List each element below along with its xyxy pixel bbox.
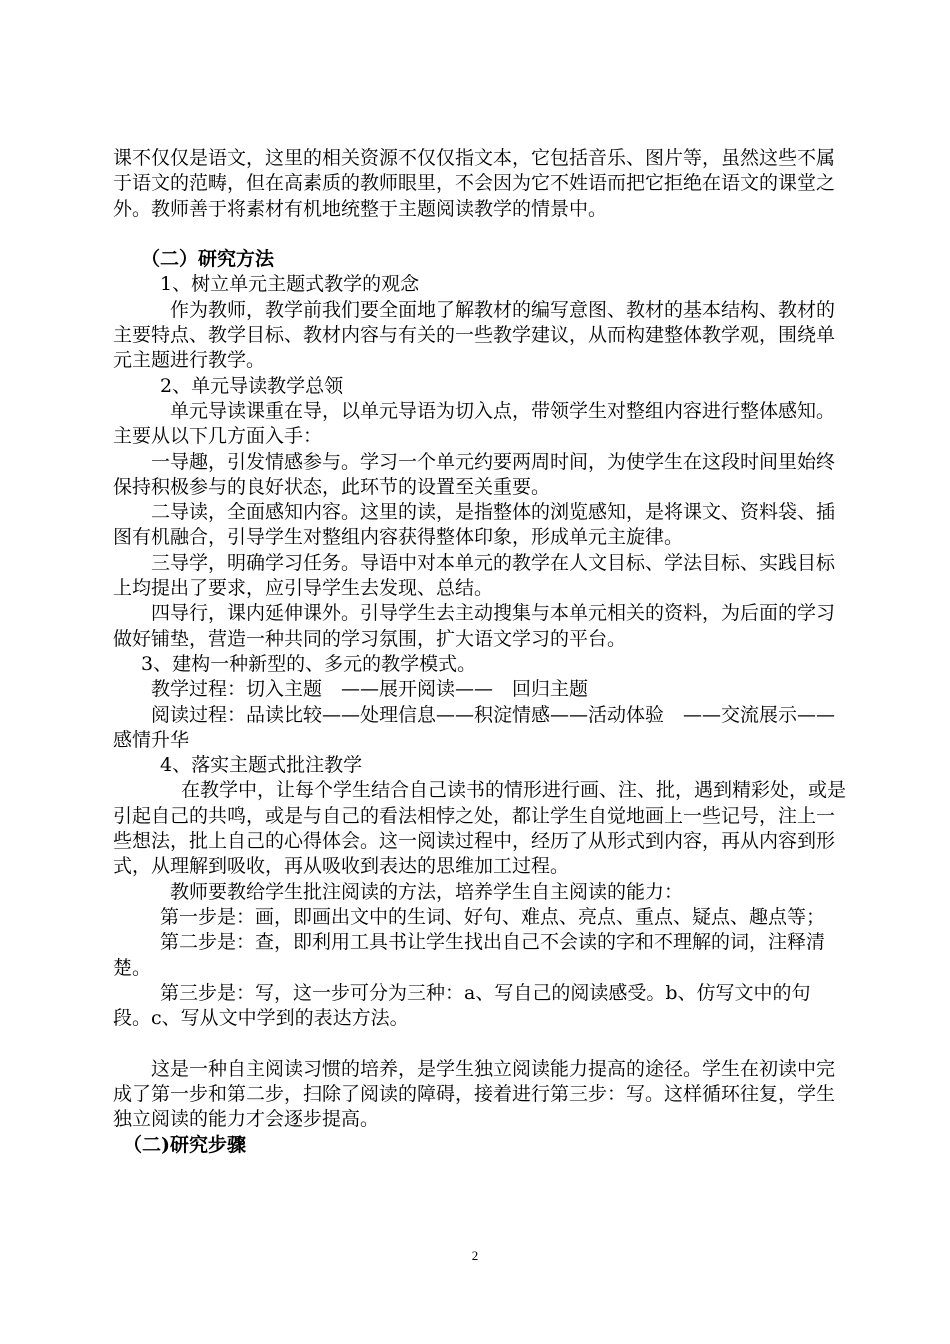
reading-process-line: 阅读过程：品读比较——处理信息——积淀情感——活动体验 ——交流展示——感情升华 [113,703,836,751]
subheading-3: 3、建构一种新型的、多元的教学模式。 [141,652,477,675]
section-heading-research-methods: （二）研究方法 [141,248,275,271]
paragraph-guide-act: 四导行，课内延伸课外。引导学生去主动搜集与本单元相关的资料，为后面的学习做好铺垫，营造一种共同的学习氛围，扩大语文学习的平台。 [113,602,836,650]
subheading-2: 2、单元导读教学总领 [160,374,344,397]
blank-line [113,1031,848,1056]
step-three: 第三步是：写，这一步可分为三种：a、写自己的阅读感受。b、仿写文中的句段。c、写从文中学到的表达方法。 [113,981,811,1030]
paragraph-2: 单元导读课重在导，以单元导语为切入点，带领学生对整组内容进行整体感知。主要从以下几方面入手： [113,399,836,448]
paragraph-annotation: 在教学中，让每个学生结合自己读书的情形进行画、注、批，遇到精彩处，或是引起自己的共鸣，或是与自己的看法相悖之处，都让学生自觉地画上一些记号，注上一些想法，批上自己的心得体会。这一阅读过程中，经历了从形式到内容，再从内容到形式，从理解到吸收，再从吸收到表达的思维加工过程。 [113,779,847,878]
paragraph-summary: 这是一种自主阅读习惯的培养，是学生独立阅读能力提高的途径。学生在初读中完成了第一步和第二步，扫除了阅读的障碍，接着进行第三步：写。这样循环往复，学生独立阅读的能力才会逐步提高。 [113,1057,836,1131]
paragraph-method-intro: 教师要教给学生批注阅读的方法，培养学生自主阅读的能力： [170,880,684,903]
document-body [113,146,848,1158]
paragraph-intro-continued: 课不仅仅是语文，这里的相关资源不仅仅指文本，它包括音乐、图片等，虽然这些不属于语文的范畴，但在高素质的教师眼里，不会因为它不姓语而把它拒绝在语文的课堂之外。教师善于将素材有机地统整于主题阅读教学的情景中。 [113,147,836,220]
step-two: 第二步是：查，即利用工具书让学生找出自己不会读的字和不理解的词，注释清楚。 [113,931,826,979]
teaching-process-line: 教学过程：切入主题 ——展开阅读—— 回归主题 [151,678,589,701]
subheading-4: 4、落实主题式批注教学 [160,754,363,777]
paragraph-1: 作为教师，教学前我们要全面地了解教材的编写意图、教材的基本结构、教材的主要特点、教学目标、教材内容与有关的一些教学建议，从而构建整体教学观，围绕单元主题进行教学。 [113,298,836,372]
step-one: 第一步是：画，即画出文中的生词、好句、难点、亮点、重点、疑点、趣点等； [160,905,826,928]
blank-line [113,222,848,247]
section-heading-research-steps: （二)研究步骤 [123,1133,246,1156]
page-number: 2 [471,1248,479,1263]
paragraph-guide-read: 二导读，全面感知内容。这里的读，是指整体的浏览感知，是将课文、资料袋、插图有机融合，引导学生对整组内容获得整体印象，形成单元主旋律。 [113,501,836,549]
paragraph-guide-interest: 一导趣，引发情感参与。学习一个单元约要两周时间，为使学生在这段时间里始终保持积极参与的良好状态，此环节的设置至关重要。 [113,450,836,498]
subheading-1: 1、树立单元主题式教学的观念 [160,273,420,296]
paragraph-guide-learn: 三导学，明确学习任务。导语中对本单元的教学在人文目标、学法目标、实践目标上均提出了要求，应引导学生去发现、总结。 [113,551,836,600]
